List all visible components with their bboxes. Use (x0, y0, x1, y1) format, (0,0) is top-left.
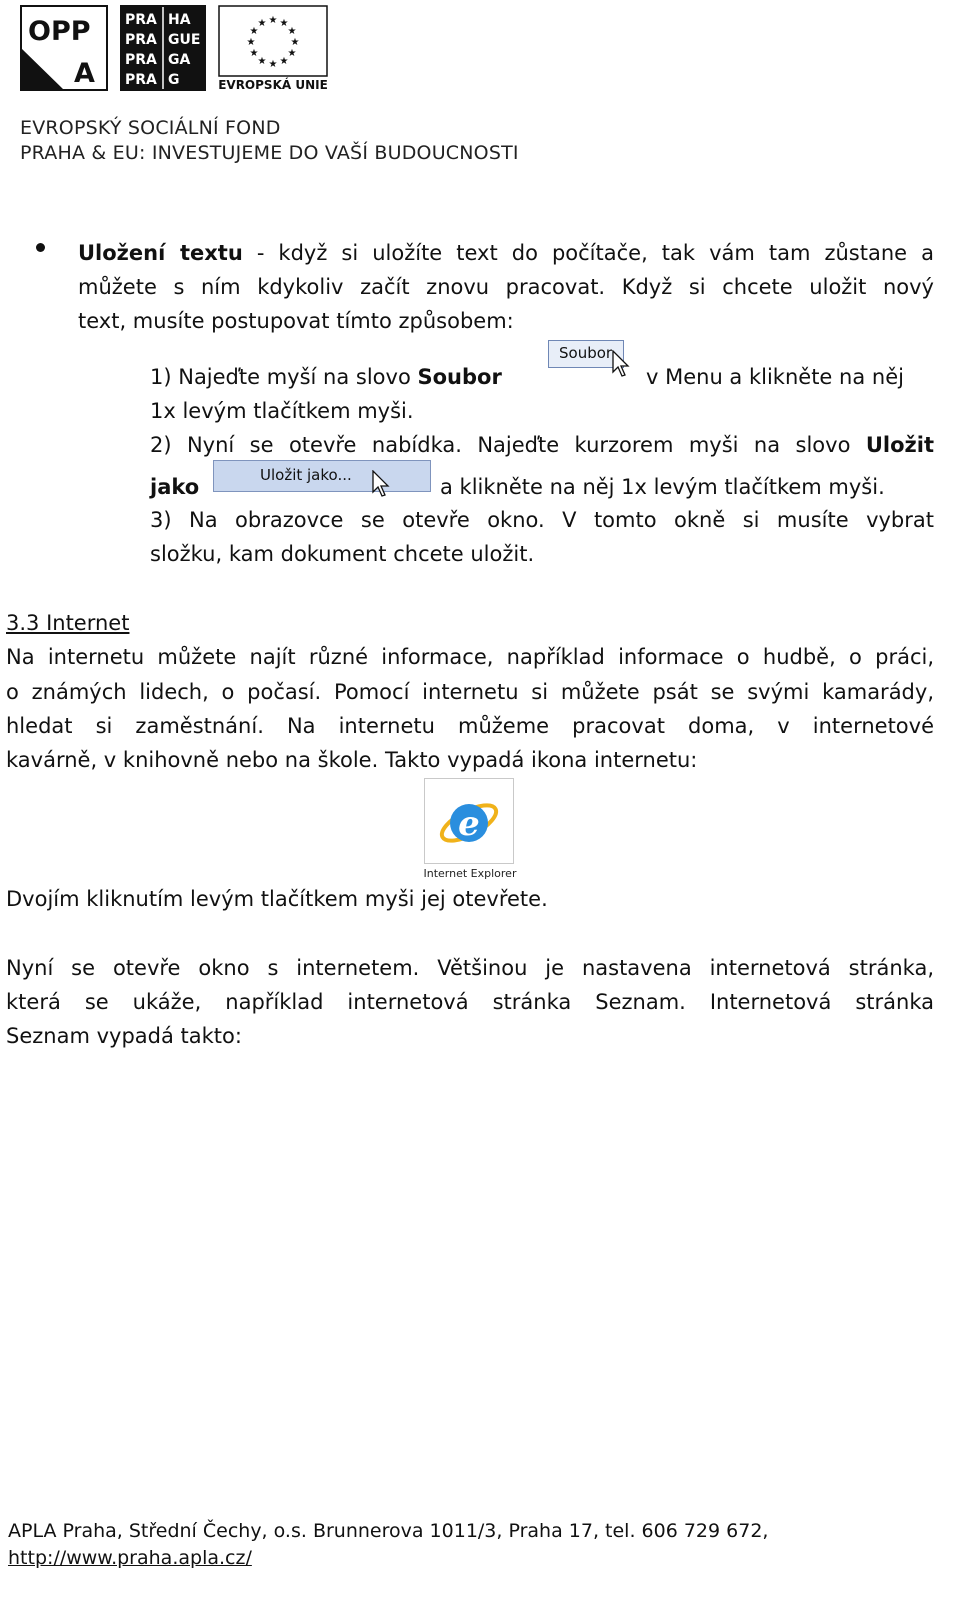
saving-line2: můžete s ním kdykoliv začít znovu pracovat. Když si chcete uložit nový (78, 275, 934, 299)
step1-line2: 1x levým tlačítkem myši. (150, 399, 414, 423)
step1-text: 1) Najeďte myší na slovo (150, 365, 418, 389)
step2-bold1: Uložit (865, 433, 934, 457)
ulozit-jako-screenshot (213, 460, 431, 492)
svg-text:★: ★ (287, 26, 297, 37)
eu-caption: EVROPSKÁ UNIE (218, 78, 328, 91)
svg-text:★: ★ (290, 37, 300, 48)
internet-p1-line3: hledat si zaměstnání. Na internetu můžeme pracovat doma, v internetové (6, 714, 934, 738)
praha-r2b: GUE (168, 32, 201, 48)
footer-address: APLA Praha, Střední Čechy, o.s. Brunnerova 1011/3, Praha 17, tel. 606 729 672, (8, 1520, 769, 1542)
internet-p3-line3: Seznam vypadá takto: (6, 1024, 242, 1048)
praha-r1a: PRA (125, 12, 157, 28)
internet-p3-line2: která se ukáže, například internetová stránka Seznam. Internetová stránka (6, 990, 934, 1014)
svg-text:★: ★ (257, 18, 267, 29)
step1-line1 (150, 364, 502, 390)
oppa-logo (20, 5, 108, 91)
oppa-row1: OPP (28, 16, 91, 47)
step1-bold: Soubor (417, 365, 502, 389)
footer-link[interactable]: http://www.praha.apla.cz/ (8, 1547, 252, 1569)
praha-logo (120, 5, 206, 91)
svg-text:★: ★ (287, 48, 297, 59)
internet-p1-line4: kavárně, v knihovně nebo na škole. Takto vypadá ikona internetu: (6, 748, 698, 772)
footer-link-wrap (8, 1545, 252, 1571)
internet-p1-line1: Na internetu můžete najít různé informace, například informace o hudbě, o práci, (6, 645, 934, 669)
saving-line3: text, musíte postupovat tímto způsobem: (78, 309, 514, 333)
svg-text:★: ★ (279, 18, 289, 29)
svg-text:★: ★ (268, 59, 278, 70)
svg-text:★: ★ (268, 15, 278, 26)
internet-p2: Dvojím kliknutím levým tlačítkem myši jej otevřete. (6, 887, 548, 911)
praha-r3b: GA (168, 52, 191, 68)
step2-line1 (150, 432, 934, 458)
mouse-cursor-icon (612, 350, 632, 383)
eu-flag-logo (218, 5, 328, 91)
mouse-cursor-icon-2 (372, 470, 392, 503)
step2-line2-end: a klikněte na něj 1x levým tlačítkem myši. (440, 475, 885, 499)
svg-text:★: ★ (249, 26, 259, 37)
bullet-dot (36, 243, 45, 252)
oppa-row2: A (74, 58, 95, 89)
step1-line1-end: v Menu a klikněte na něj (646, 365, 904, 389)
internet-p3-line1: Nyní se otevře okno s internetem. Většinou je nastavena internetová stránka, (6, 956, 934, 980)
header-line2: PRAHA & EU: INVESTUJEME DO VAŠÍ BUDOUCNOSTI (20, 142, 519, 164)
praha-r1b: HA (168, 12, 191, 28)
step2-bold2: jako (150, 475, 200, 499)
praha-r4a: PRA (125, 72, 157, 88)
ulozit-jako-label: Uložit jako... (260, 466, 352, 484)
praha-r3a: PRA (125, 52, 157, 68)
header-line1: EVROPSKÝ SOCIÁLNÍ FOND (20, 117, 281, 139)
internet-heading: 3.3 Internet (6, 611, 130, 635)
step2-text: 2) Nyní se otevře nabídka. Najeďte kurzorem myši na slovo (150, 433, 866, 457)
step3-line1: 3) Na obrazovce se otevře okno. V tomto okně si musíte vybrat (150, 508, 934, 532)
svg-text:★: ★ (279, 56, 289, 67)
saving-title: Uložení textu (78, 241, 243, 265)
saving-line1 (78, 240, 934, 266)
step3-line2: složku, kam dokument chcete uložit. (150, 542, 535, 566)
svg-text:e: e (458, 804, 480, 844)
internet-p1-line2: o známých lidech, o počasí. Pomocí internetu si můžete psát se svými kamarády, (6, 680, 934, 704)
soubor-menu-label: Soubor (559, 344, 613, 362)
saving-line1-rest: - když si uložíte text do počítače, tak vám tam zůstane a (242, 241, 934, 265)
svg-text:★: ★ (257, 56, 267, 67)
internet-explorer-label: Internet Explorer (423, 867, 517, 880)
svg-text:★: ★ (246, 37, 256, 48)
praha-r2a: PRA (125, 32, 157, 48)
praha-r4b: G (168, 72, 180, 88)
svg-text:★: ★ (249, 48, 259, 59)
internet-explorer-icon (424, 778, 514, 864)
